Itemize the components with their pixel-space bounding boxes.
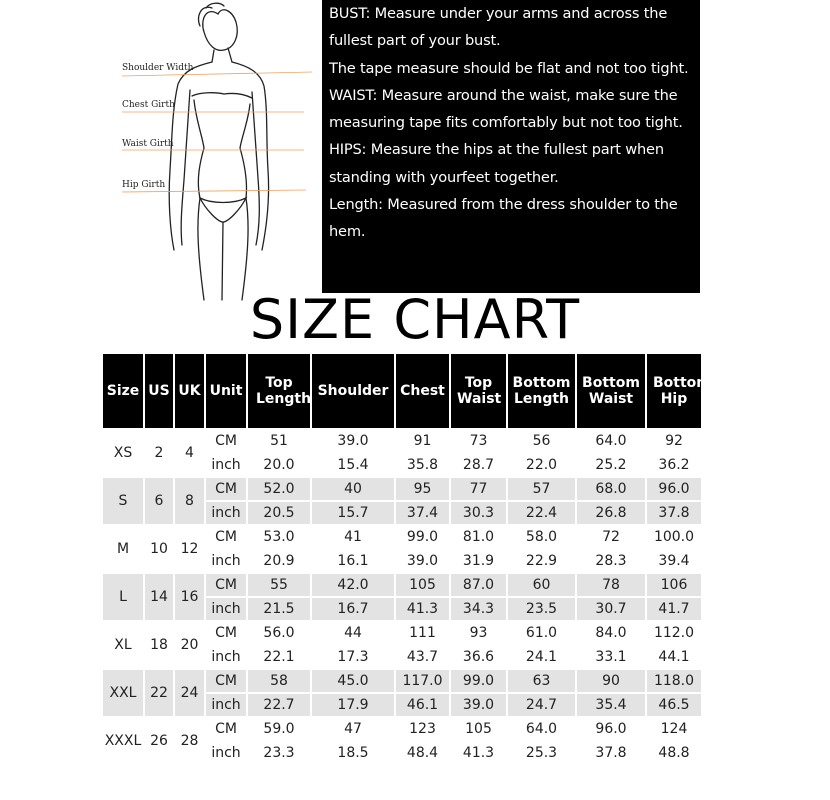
measurement-cell: 16.1 <box>311 549 395 573</box>
column-header: UK <box>174 353 205 429</box>
measurement-cell: 81.0 <box>450 525 507 549</box>
measurement-cell: 35.8 <box>395 453 450 477</box>
table-row <box>102 525 702 549</box>
measurement-cell: 41.3 <box>395 597 450 621</box>
measurement-cell: 30.3 <box>450 501 507 525</box>
column-header: Bottom Length <box>507 353 576 429</box>
hip-girth-label: Hip Girth <box>122 180 166 190</box>
measurement-cell: 61.0 <box>507 621 576 645</box>
measurement-cell: 39.0 <box>311 429 395 453</box>
measurement-cell: 45.0 <box>311 669 395 693</box>
unit-cell: inch <box>205 645 247 669</box>
table-row <box>102 573 702 597</box>
uk-size-cell: 24 <box>174 669 205 717</box>
measurement-cell: 18.5 <box>311 741 395 765</box>
measurement-cell: 46.1 <box>395 693 450 717</box>
measurement-cell: 26.8 <box>576 501 646 525</box>
table-row <box>102 477 702 501</box>
measurement-cell: 47 <box>311 717 395 741</box>
unit-cell: CM <box>205 429 247 453</box>
measurement-cell: 15.7 <box>311 501 395 525</box>
measurement-cell: 37.4 <box>395 501 450 525</box>
measurement-cell: 124 <box>646 717 702 741</box>
measurement-cell: 16.7 <box>311 597 395 621</box>
uk-size-cell: 8 <box>174 477 205 525</box>
column-header: Bottom Waist <box>576 353 646 429</box>
measurement-cell: 105 <box>395 573 450 597</box>
measurement-cell: 43.7 <box>395 645 450 669</box>
measurement-cell: 51 <box>247 429 311 453</box>
column-header: Size <box>102 353 144 429</box>
measurement-cell: 64.0 <box>576 429 646 453</box>
measurement-cell: 17.9 <box>311 693 395 717</box>
table-header-row <box>102 353 702 429</box>
column-header: Top Length <box>247 353 311 429</box>
us-size-cell: 6 <box>144 477 174 525</box>
measurement-cell: 33.1 <box>576 645 646 669</box>
measurement-cell: 95 <box>395 477 450 501</box>
measurement-cell: 117.0 <box>395 669 450 693</box>
size-table-container <box>101 352 711 800</box>
size-cell: XXXL <box>102 717 144 765</box>
measurement-cell: 118.0 <box>646 669 702 693</box>
measurement-cell: 93 <box>450 621 507 645</box>
us-size-cell: 26 <box>144 717 174 765</box>
unit-cell: CM <box>205 669 247 693</box>
measurement-cell: 68.0 <box>576 477 646 501</box>
unit-cell: CM <box>205 717 247 741</box>
measurement-cell: 28.3 <box>576 549 646 573</box>
measurement-cell: 106 <box>646 573 702 597</box>
measurement-cell: 53.0 <box>247 525 311 549</box>
us-size-cell: 18 <box>144 621 174 669</box>
column-header: Unit <box>205 353 247 429</box>
size-cell: L <box>102 573 144 621</box>
measurement-cell: 23.5 <box>507 597 576 621</box>
measurement-cell: 34.3 <box>450 597 507 621</box>
length-instruction: Length: Measured from the dress shoulder to the hem. <box>329 196 678 241</box>
measurement-cell: 52.0 <box>247 477 311 501</box>
hips-instruction: HIPS: Measure the hips at the fullest part when standing with yourfeet together. <box>329 141 664 186</box>
measurement-cell: 35.4 <box>576 693 646 717</box>
measurement-cell: 72 <box>576 525 646 549</box>
measurement-cell: 64.0 <box>507 717 576 741</box>
measurement-cell: 39.0 <box>395 549 450 573</box>
shoulder-width-label: Shoulder Width <box>122 63 194 73</box>
size-table <box>101 352 711 766</box>
measurement-cell: 59.0 <box>247 717 311 741</box>
unit-cell: inch <box>205 453 247 477</box>
unit-cell: CM <box>205 525 247 549</box>
measurement-cell: 90 <box>576 669 646 693</box>
table-row <box>102 429 702 453</box>
measurement-cell: 22.0 <box>507 453 576 477</box>
uk-size-cell: 4 <box>174 429 205 477</box>
uk-size-cell: 16 <box>174 573 205 621</box>
measurement-instructions-panel <box>322 0 700 293</box>
measurement-cell: 28.7 <box>450 453 507 477</box>
measurement-cell: 87.0 <box>450 573 507 597</box>
measurement-cell: 40 <box>311 477 395 501</box>
body-outline-illustration <box>100 0 322 302</box>
measurement-cell: 48.8 <box>646 741 702 765</box>
measurement-cell: 31.9 <box>450 549 507 573</box>
measurement-cell: 20.9 <box>247 549 311 573</box>
us-size-cell: 10 <box>144 525 174 573</box>
measurement-cell: 39.0 <box>450 693 507 717</box>
measurement-cell: 58.0 <box>507 525 576 549</box>
measurement-cell: 96.0 <box>576 717 646 741</box>
measurement-cell: 21.5 <box>247 597 311 621</box>
measurement-cell: 111 <box>395 621 450 645</box>
measurement-cell: 105 <box>450 717 507 741</box>
measurement-cell: 24.1 <box>507 645 576 669</box>
measurement-cell: 25.3 <box>507 741 576 765</box>
measurement-cell: 60 <box>507 573 576 597</box>
size-cell: M <box>102 525 144 573</box>
uk-size-cell: 28 <box>174 717 205 765</box>
measurement-cell: 84.0 <box>576 621 646 645</box>
measurement-cell: 36.2 <box>646 453 702 477</box>
size-cell: XL <box>102 621 144 669</box>
us-size-cell: 14 <box>144 573 174 621</box>
unit-cell: CM <box>205 573 247 597</box>
measurement-cell: 30.7 <box>576 597 646 621</box>
measurement-cell: 100.0 <box>646 525 702 549</box>
uk-size-cell: 20 <box>174 621 205 669</box>
measurement-cell: 22.7 <box>247 693 311 717</box>
measurement-cell: 37.8 <box>576 741 646 765</box>
measurement-cell: 48.4 <box>395 741 450 765</box>
measurement-cell: 20.5 <box>247 501 311 525</box>
size-chart-title: SIZE CHART <box>249 288 581 351</box>
measurement-cell: 78 <box>576 573 646 597</box>
measurement-cell: 57 <box>507 477 576 501</box>
measurement-cell: 44 <box>311 621 395 645</box>
measurement-cell: 17.3 <box>311 645 395 669</box>
measurement-cell: 96.0 <box>646 477 702 501</box>
measurement-cell: 63 <box>507 669 576 693</box>
uk-size-cell: 12 <box>174 525 205 573</box>
measurement-cell: 42.0 <box>311 573 395 597</box>
us-size-cell: 22 <box>144 669 174 717</box>
tape-instruction: The tape measure should be flat and not too tight. <box>329 59 689 77</box>
measurement-cell: 22.4 <box>507 501 576 525</box>
measurement-cell: 39.4 <box>646 549 702 573</box>
body-measurement-figure <box>100 0 322 302</box>
measurement-cell: 22.9 <box>507 549 576 573</box>
measurement-cell: 92 <box>646 429 702 453</box>
chest-girth-label: Chest Girth <box>122 100 175 110</box>
measurement-cell: 91 <box>395 429 450 453</box>
table-row <box>102 717 702 741</box>
measurement-cell: 25.2 <box>576 453 646 477</box>
size-cell: XXL <box>102 669 144 717</box>
measurement-cell: 41 <box>311 525 395 549</box>
waist-girth-label: Waist Girth <box>122 139 174 149</box>
unit-cell: inch <box>205 741 247 765</box>
measurement-cell: 20.0 <box>247 453 311 477</box>
unit-cell: CM <box>205 621 247 645</box>
measurement-cell: 55 <box>247 573 311 597</box>
measurement-cell: 58 <box>247 669 311 693</box>
waist-instruction: WAIST: Measure around the waist, make sure the measuring tape fits comfortably but not too tight. <box>329 86 683 132</box>
measurement-cell: 41.3 <box>450 741 507 765</box>
column-header: Bottom Hip <box>646 353 702 429</box>
measurement-cell: 23.3 <box>247 741 311 765</box>
measurement-cell: 112.0 <box>646 621 702 645</box>
measurement-cell: 56.0 <box>247 621 311 645</box>
table-row <box>102 621 702 645</box>
size-cell: S <box>102 477 144 525</box>
column-header: Chest <box>395 353 450 429</box>
measurement-cell: 24.7 <box>507 693 576 717</box>
measurement-cell: 41.7 <box>646 597 702 621</box>
us-size-cell: 2 <box>144 429 174 477</box>
measurement-cell: 77 <box>450 477 507 501</box>
measurement-cell: 123 <box>395 717 450 741</box>
table-row <box>102 669 702 693</box>
measurement-cell: 73 <box>450 429 507 453</box>
size-table-body <box>102 429 702 765</box>
unit-cell: CM <box>205 477 247 501</box>
column-header: Shoulder <box>311 353 395 429</box>
measurement-cell: 99.0 <box>395 525 450 549</box>
measurement-cell: 22.1 <box>247 645 311 669</box>
size-cell: XS <box>102 429 144 477</box>
measurement-cell: 36.6 <box>450 645 507 669</box>
bust-instruction: BUST: Measure under your arms and across the fullest part of your bust. <box>329 5 668 50</box>
column-header: Top Waist <box>450 353 507 429</box>
unit-cell: inch <box>205 501 247 525</box>
measurement-cell: 46.5 <box>646 693 702 717</box>
column-header: US <box>144 353 174 429</box>
unit-cell: inch <box>205 693 247 717</box>
measurement-cell: 37.8 <box>646 501 702 525</box>
measurement-cell: 15.4 <box>311 453 395 477</box>
measurement-cell: 99.0 <box>450 669 507 693</box>
unit-cell: inch <box>205 597 247 621</box>
measurement-cell: 56 <box>507 429 576 453</box>
measurement-cell: 44.1 <box>646 645 702 669</box>
unit-cell: inch <box>205 549 247 573</box>
